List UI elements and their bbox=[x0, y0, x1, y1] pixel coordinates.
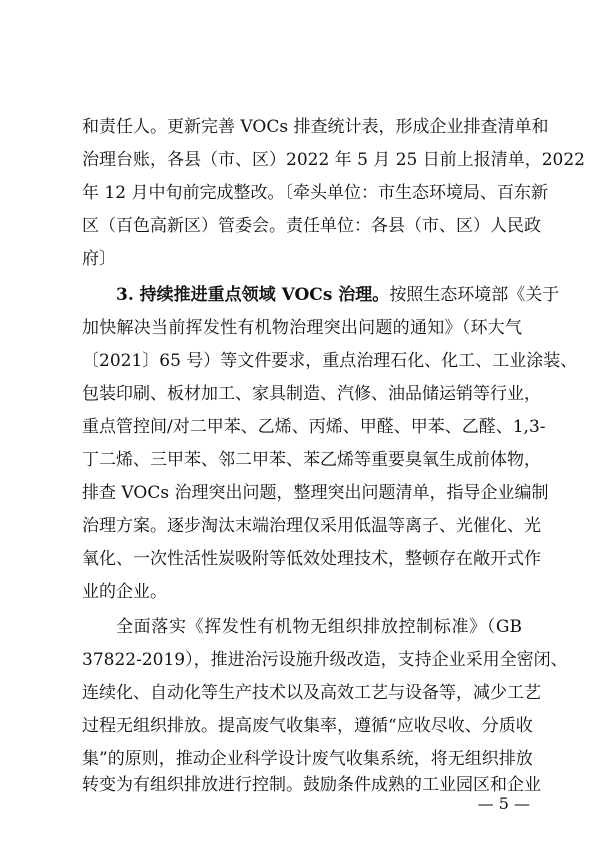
paragraph-3-line-4: 过程无组织排放。提高废气收集率，遵循“应收尽收、分质收 bbox=[82, 716, 533, 736]
section-heading: 3. 持续推进重点领域 VOCs 治理。 bbox=[116, 285, 390, 305]
paragraph-2-line-3: 〔2021〕65 号）等文件要求，重点治理石化、化工、工业涂装、 bbox=[82, 351, 578, 371]
paragraph-1-line-2: 治理台账，各县（市、区）2022 年 5 月 25 日前上报清单，2022 bbox=[82, 150, 585, 170]
paragraph-3-line-6: 转变为有组织排放进行控制。鼓励条件成熟的工业园区和企业 bbox=[82, 775, 541, 795]
paragraph-2-line-9: 氧化、一次性活性炭吸附等低效处理技术，整顿存在敞开式作 bbox=[82, 549, 541, 569]
paragraph-2-line-1-text: 按照生态环境部《关于 bbox=[389, 285, 560, 305]
paragraph-3-line-5: 集”的原则，推动企业科学设计废气收集系统，将无组织排放 bbox=[82, 749, 533, 769]
paragraph-2-line-7: 排查 VOCs 治理突出问题，整理突出问题清单，指导企业编制 bbox=[82, 483, 549, 503]
paragraph-3-line-2: 37822-2019），推进治污设施升级改造，支持企业采用全密闭、 bbox=[82, 650, 568, 670]
paragraph-2-line-2: 加快解决当前挥发性有机物治理突出问题的通知》（环大气 bbox=[82, 318, 522, 338]
paragraph-1-line-5: 府〕 bbox=[82, 249, 116, 269]
paragraph-2-line-4: 包装印刷、板材加工、家具制造、汽修、油品储运销等行业， bbox=[82, 384, 541, 404]
page-number: — 5 — bbox=[477, 794, 530, 813]
paragraph-3-line-3: 连续化、自动化等生产技术以及高效工艺与设备等，减少工艺 bbox=[82, 683, 541, 703]
paragraph-2-line-1 bbox=[116, 280, 560, 310]
paragraph-2-line-5: 重点管控间/对二甲苯、乙烯、丙烯、甲醛、甲苯、乙醛、1,3- bbox=[82, 417, 546, 437]
paragraph-1-line-4: 区（百色高新区）管委会。责任单位：各县（市、区）人民政 bbox=[82, 216, 541, 236]
paragraph-2-line-6: 丁二烯、三甲苯、邻二甲苯、苯乙烯等重要臭氧生成前体物， bbox=[82, 450, 541, 470]
paragraph-2-line-10: 业的企业。 bbox=[82, 582, 167, 602]
paragraph-1-line-3: 年 12 月中旬前完成整改。〔牵头单位：市生态环境局、百东新 bbox=[82, 183, 548, 203]
paragraph-3-line-1: 全面落实《挥发性有机物无组织排放控制标准》（GB bbox=[116, 617, 522, 637]
paragraph-1-line-1: 和责任人。更新完善 VOCs 排查统计表，形成企业排查清单和 bbox=[82, 117, 549, 137]
paragraph-2-line-8: 治理方案。逐步淘汰末端治理仅采用低温等离子、光催化、光 bbox=[82, 516, 541, 536]
